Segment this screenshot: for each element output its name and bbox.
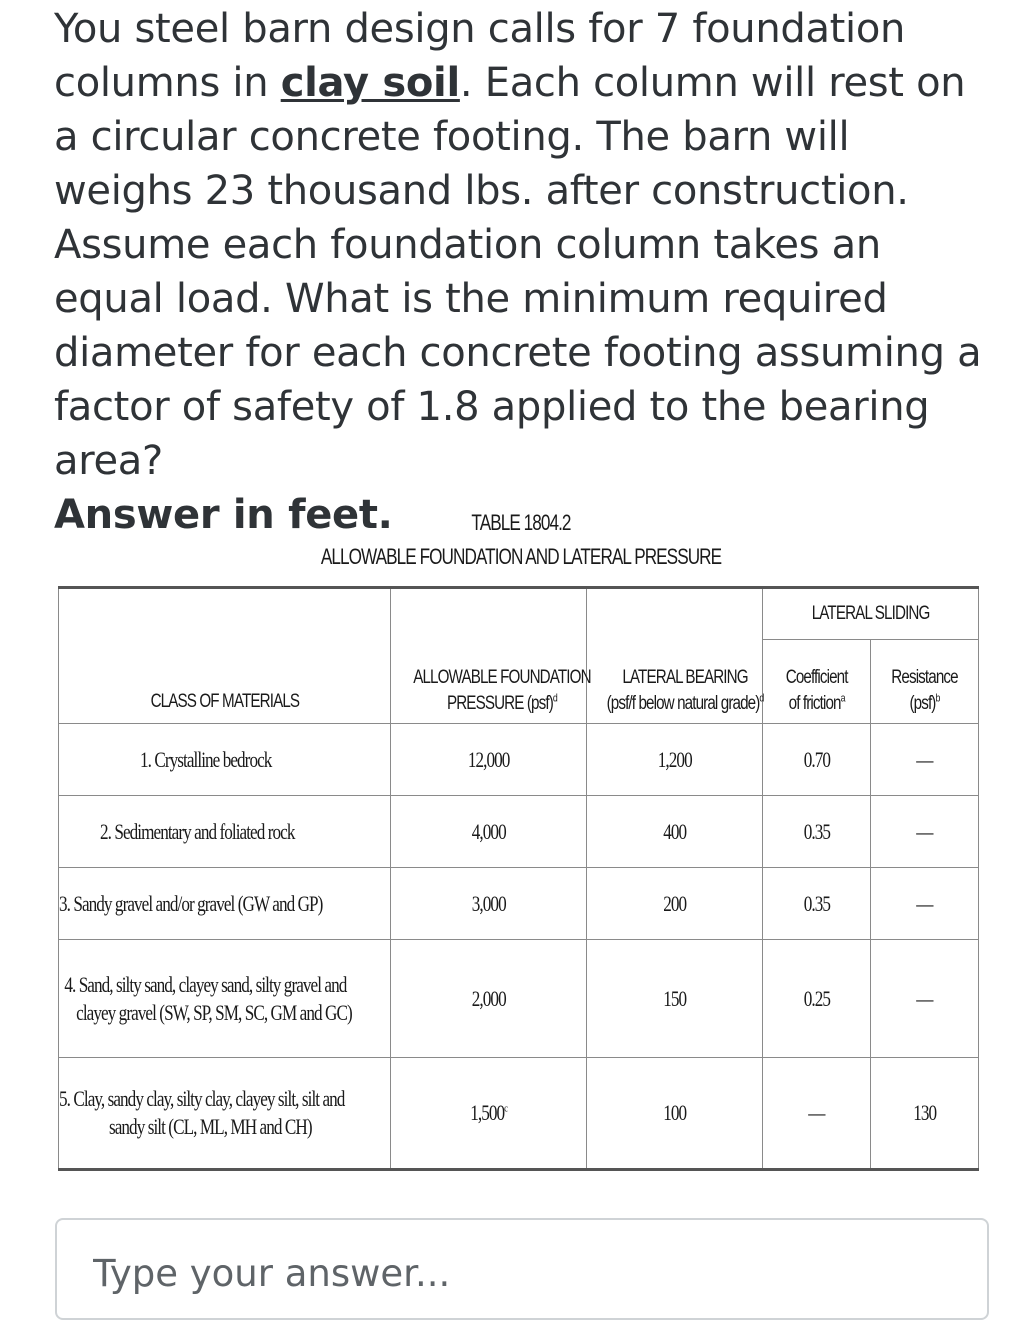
cell-bearing: 400 xyxy=(587,796,763,868)
cell-material: 5. Clay, sandy clay, silty clay, clayey silt, silt and sandy silt (CL, ML, MH and CH) xyxy=(59,1058,391,1170)
reference-table-image xyxy=(58,508,984,1171)
cell-material: 4. Sand, silty sand, clayey sand, silty gravel and clayey gravel (SW, SP, SM, SC, GM and GC) xyxy=(59,940,391,1058)
answer-input[interactable] xyxy=(91,1242,955,1304)
table-title: ALLOWABLE FOUNDATION AND LATERAL PRESSURE xyxy=(320,544,722,569)
cell-material: 2. Sedimentary and foliated rock xyxy=(59,796,391,868)
cell-foundation: 3,000 xyxy=(391,868,587,940)
header-lateral-sliding: LATERAL SLIDING xyxy=(763,588,979,640)
pressure-table xyxy=(58,586,979,1171)
cell-resistance: — xyxy=(871,796,979,868)
table-row xyxy=(59,868,979,940)
cell-resistance: — xyxy=(871,868,979,940)
table-row xyxy=(59,940,979,1058)
header-class: CLASS OF MATERIALS xyxy=(59,588,391,724)
table-row xyxy=(59,1058,979,1170)
cell-foundation: 1,500$^c$ xyxy=(391,1058,587,1170)
table-row xyxy=(59,796,979,868)
header-resistance: Resistance (psf)$^b$ xyxy=(871,640,979,724)
header-foundation-pressure: ALLOWABLE FOUNDATION PRESSURE (psf)$^d$ xyxy=(391,588,587,724)
cell-bearing: 150 xyxy=(587,940,763,1058)
cell-bearing: 200 xyxy=(587,868,763,940)
table-header-row xyxy=(59,588,979,640)
table-number: TABLE 1804.2 xyxy=(471,510,571,535)
cell-resistance: — xyxy=(871,724,979,796)
question-part1: You steel barn design calls for 7 foundation columns in xyxy=(54,6,906,106)
cell-foundation: 12,000 xyxy=(391,724,587,796)
answer-unit-note: Answer in feet. xyxy=(54,492,393,538)
cell-friction: 0.25 xyxy=(763,940,871,1058)
cell-bearing: 100 xyxy=(587,1058,763,1170)
cell-friction: 0.35 xyxy=(763,796,871,868)
cell-foundation: 2,000 xyxy=(391,940,587,1058)
cell-foundation: 4,000 xyxy=(391,796,587,868)
question-text xyxy=(54,2,994,542)
question-emphasis-clay-soil: clay soil xyxy=(280,60,460,106)
cell-bearing: 1,200 xyxy=(587,724,763,796)
answer-input-box[interactable] xyxy=(55,1218,989,1320)
table-row xyxy=(59,724,979,796)
cell-friction: — xyxy=(763,1058,871,1170)
cell-friction: 0.70 xyxy=(763,724,871,796)
cell-material: 3. Sandy gravel and/or gravel (GW and GP) xyxy=(59,868,391,940)
cell-friction: 0.35 xyxy=(763,868,871,940)
cell-resistance: 130 xyxy=(871,1058,979,1170)
header-coefficient-friction: Coefficient of friction$^a$ xyxy=(763,640,871,724)
cell-resistance: — xyxy=(871,940,979,1058)
cell-material: 1. Crystalline bedrock xyxy=(59,724,391,796)
header-lateral-bearing: LATERAL BEARING (psf/f below natural grade)$^d$ xyxy=(587,588,763,724)
question-part2: . Each column will rest on a circular concrete footing. The barn will weighs 23 thousand lbs. after construction. Assume each foundation column takes an equal load. What is the minimum required diameter for each concrete footing assuming a factor of safety of 1.8 applied to the bearing area? xyxy=(54,60,982,484)
